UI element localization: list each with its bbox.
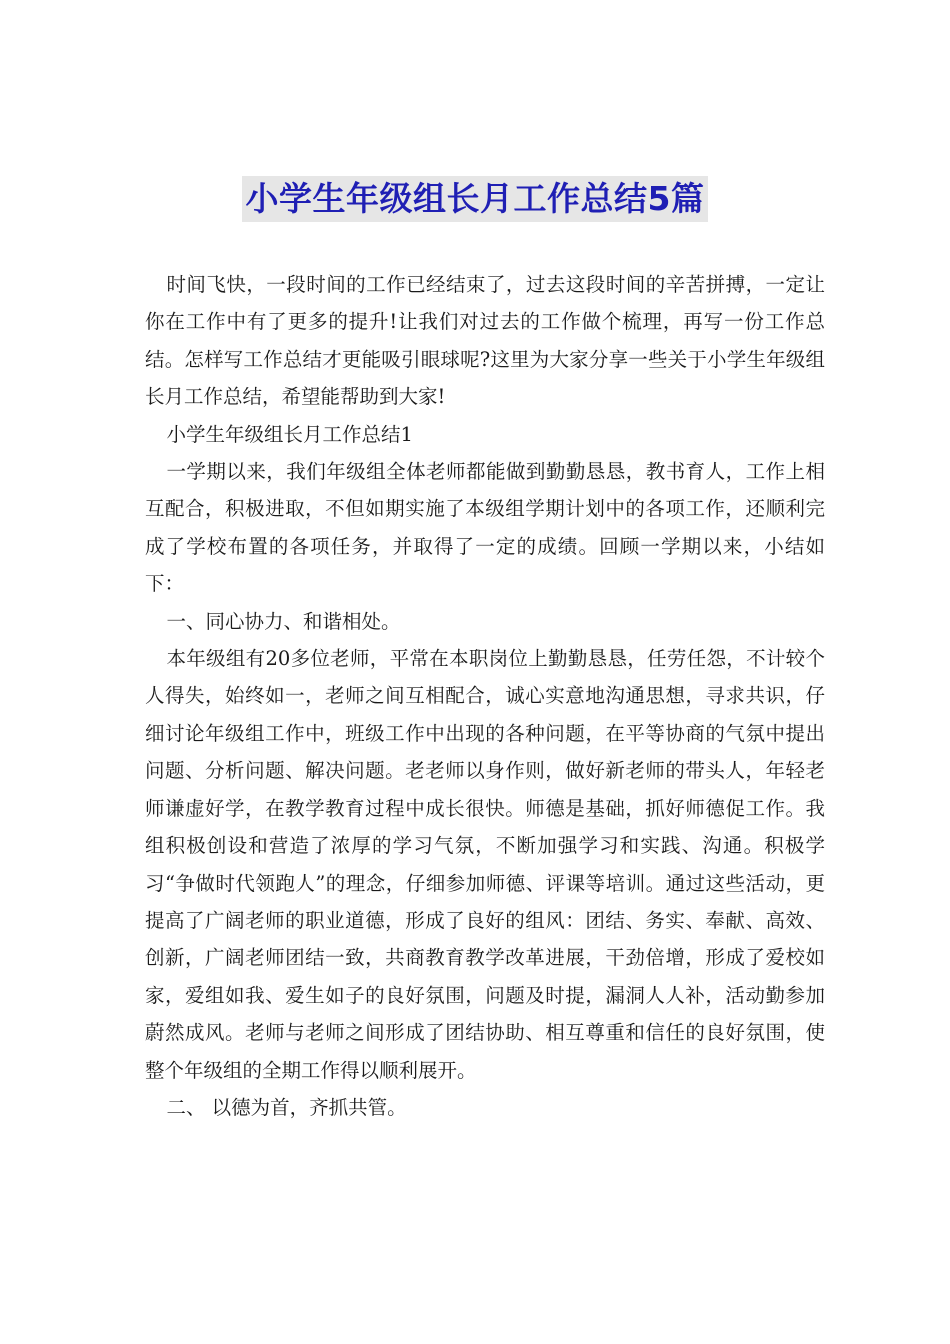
intro-paragraph: 时间飞快，一段时间的工作已经结束了，过去这段时间的辛苦拼搏，一定让你在工作中有了更多的提升!让我们对过去的工作做个梳理，再写一份工作总结。怎样写工作总结才更能吸引眼球呢?这里为大家分享一些关于小学生年级组长月工作总结，希望能帮助到大家! <box>145 273 825 409</box>
body-paragraph-2: 本年级组有20多位老师，平常在本职岗位上勤勤恳恳，任劳任怨，不计较个人得失，始终如一，老师之间互相配合，诚心实意地沟通思想，寻求共识，仔细讨论年级组工作中，班级工作中出现的各种问题，在平等协商的气氛中提出问题、分析问题、解决问题。老老师以身作则，做好新老师的带头人，年轻老师谦虚好学，在教学教育过程中成长很快。师德是基础，抓好师德促工作。我组积极创设和营造了浓厚的学习气氛，不断加强学习和实践、沟通。积极学习“争做时代领跑人”的理念，仔细参加师德、评课等培训。通过这些活动，更提高了广阔老师的职业道德，形成了良好的组风：团结、务实、奉献、高效、创新，广阔老师团结一致，共商教育教学改革进展，干劲倍增，形成了爱校如家，爱组如我、爱生如子的良好氛围，问题及时提，漏洞人人补，活动勤参加蔚然成风。老师与老师之间形成了团结协助、相互尊重和信任的良好氛围，使整个年级组的全期工作得以顺利展开。 <box>145 647 825 1082</box>
section-heading-1: 小学生年级组长月工作总结1 <box>166 422 413 446</box>
subheading-2: 二、 以德为首，齐抓共管。 <box>166 1095 407 1119</box>
document-title: 小学生年级组长月工作总结5篇 <box>242 176 709 222</box>
title-container <box>0 176 950 222</box>
document-body <box>145 266 825 1126</box>
subheading-1: 一、同心协力、和谐相处。 <box>166 609 401 633</box>
body-paragraph-1: 一学期以来，我们年级组全体老师都能做到勤勤恳恳，教书育人，工作上相互配合，积极进取，不但如期实施了本级组学期计划中的各项工作，还顺利完成了学校布置的各项任务，并取得了一定的成绩。回顾一学期以来，小结如下： <box>145 460 825 596</box>
